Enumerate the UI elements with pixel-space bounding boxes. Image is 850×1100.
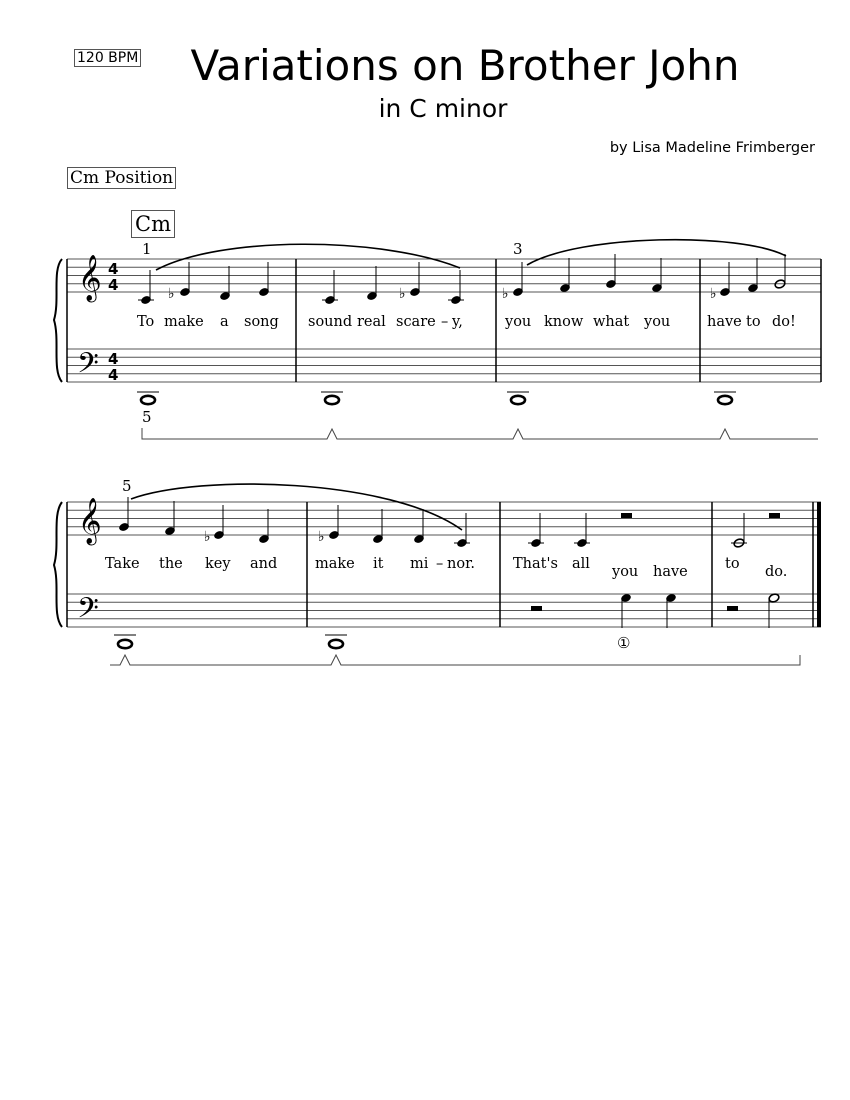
lyric-syllable: what [593,314,630,330]
lyric-syllable: Take [105,556,140,572]
svg-text:♭: ♭ [168,286,175,302]
lyric-syllable: mi [410,556,429,572]
lyric-syllable: know [544,314,584,330]
chord-symbol: Cm [131,210,175,238]
lyric-syllable: sound [308,314,353,330]
lyric-syllable: real [357,314,386,330]
hand-position-label: Cm Position [67,167,176,189]
svg-text:𝄞: 𝄞 [78,498,102,544]
svg-text:♭: ♭ [204,529,211,545]
lyric-syllable: have [707,314,742,330]
svg-text:♭: ♭ [502,286,509,302]
lyric-syllable: To [137,314,155,330]
lyric-syllable: nor. [447,556,476,572]
lyric-syllable: make [315,556,355,572]
tempo-marking: 120 BPM [74,49,141,67]
svg-text:4: 4 [108,260,119,278]
pedal-line-2 [110,655,800,665]
svg-text:4: 4 [108,350,119,368]
half-rest [621,513,632,518]
half-rest [531,606,542,611]
lyric-syllable: have [653,564,688,580]
brace [54,502,62,627]
lyric-syllable: y, [452,314,463,330]
half-rest [727,606,738,611]
fingering-m1: 1 [142,240,152,258]
lyric-syllable: you [644,314,671,330]
fingering-m5: 5 [122,477,132,495]
fingering-bass-m1: 5 [142,408,152,426]
svg-text:𝄞: 𝄞 [78,255,102,301]
system-2 [54,484,821,665]
lyric-syllable: to [725,556,740,572]
lyric-syllable: key [205,556,231,572]
half-rest [769,513,780,518]
lyric-hyphen: – [441,314,449,330]
score-title: Variations on Brother John [190,41,740,90]
lyric-syllable: it [373,556,384,572]
lyric-syllable: to [746,314,761,330]
lyric-syllable: a [220,314,229,330]
lyric-syllable: you [612,564,639,580]
lyric-syllable: all [572,556,590,572]
svg-text:♭: ♭ [399,286,406,302]
fingering-bass-m7: ① [617,634,631,652]
svg-text:♭: ♭ [318,529,325,545]
final-barline [817,502,821,627]
svg-text:♭: ♭ [710,286,717,302]
lyric-syllable: the [159,556,183,572]
system-1 [54,240,821,439]
pedal-line-1 [142,428,818,439]
brace [54,259,62,382]
lyric-syllable: and [250,556,278,572]
lyric-syllable: That's [513,556,558,572]
svg-text:𝄢: 𝄢 [77,347,99,387]
svg-text:4: 4 [108,366,119,384]
composer-credit: by Lisa Madeline Frimberger [609,140,815,156]
lyric-syllable: do. [765,564,788,580]
lyric-syllable: you [505,314,532,330]
svg-text:𝄢: 𝄢 [77,592,99,632]
lyric-syllable: scare [396,314,436,330]
lyric-syllable: do! [772,314,796,330]
fingering-m3: 3 [513,240,523,258]
lyric-syllable: make [164,314,204,330]
lyric-hyphen: – [436,556,444,572]
lyric-syllable: song [244,314,279,330]
score-subtitle: in C minor [378,94,508,123]
svg-text:4: 4 [108,276,119,294]
